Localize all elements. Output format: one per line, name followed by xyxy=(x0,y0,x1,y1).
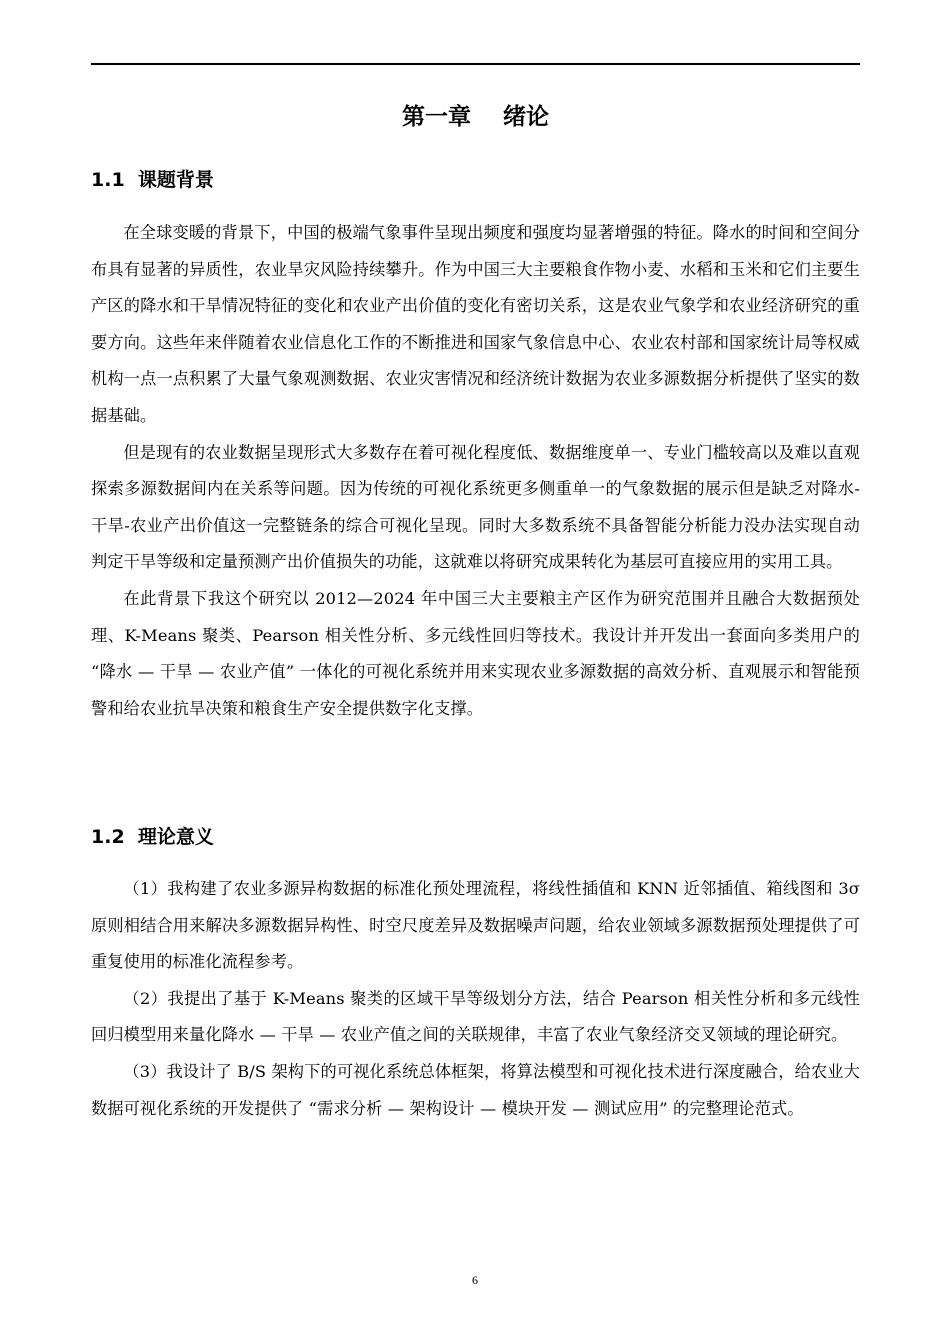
section-heading-background: 1.1 课题背景 xyxy=(91,169,214,191)
page-number: 6 xyxy=(472,1273,478,1287)
chapter-title: 第一章 绪论 xyxy=(401,104,550,130)
section-body-theory xyxy=(91,871,860,1127)
header-rule xyxy=(91,63,860,65)
section-body-background xyxy=(91,215,860,727)
paragraph: 在全球变暖的背景下，中国的极端气象事件呈现出频度和强度均显著增强的特征。降水的时间和空间分布具有显著的异质性，农业旱灾风险持续攀升。作为中国三大主要粮食作物小麦、水稻和玉米和它们主要生产区的降水和干旱情况特征的变化和农业产出价值的变化有密切关系，这是农业气象学和农业经济研究的重要方向。这些年来伴随着农业信息化工作的不断推进和国家气象信息中心、农业农村部和国家统计局等权威机构一点一点积累了大量气象观测数据、农业灾害情况和经济统计数据为农业多源数据分析提供了坚实的数据基础。 xyxy=(91,223,860,425)
section-heading-theory: 1.2 理论意义 xyxy=(91,826,214,848)
paragraph: 但是现有的农业数据呈现形式大多数存在着可视化程度低、数据维度单一、专业门槛较高以及难以直观探索多源数据间内在关系等问题。因为传统的可视化系统更多侧重单一的气象数据的展示但是缺乏对降水-干旱-农业产出价值这一完整链条的综合可视化呈现。同时大多数系统不具备智能分析能力没办法实现自动判定干旱等级和定量预测产出价值损失的功能，这就难以将研究成果转化为基层可直接应用的实用工具。 xyxy=(91,442,860,572)
paragraph: （3）我设计了 B/S 架构下的可视化系统总体框架，将算法模型和可视化技术进行深度融合，给农业大数据可视化系统的开发提供了 “需求分析 — 架构设计 — 模块开发 — 测试应用” 的完整理论范式。 xyxy=(91,1061,860,1118)
paragraph: 在此背景下我这个研究以 2012—2024 年中国三大主要粮主产区作为研究范围并且融合大数据预处理、K-Means 聚类、Pearson 相关性分析、多元线性回归等技术。我设计并开发出一套面向多类用户的 “降水 — 干旱 — 农业产值” 一体化的可视化系统并用来实现农业多源数据的高效分析、直观展示和智能预警和给农业抗旱决策和粮食生产安全提供数字化支撑。 xyxy=(91,588,860,718)
paragraph: （2）我提出了基于 K-Means 聚类的区域干旱等级划分方法，结合 Pearson 相关性分析和多元线性回归模型用来量化降水 — 干旱 — 农业产值之间的关联规律，丰富了农业气象经济交叉领域的理论研究。 xyxy=(91,988,860,1045)
paragraph: （1）我构建了农业多源异构数据的标准化预处理流程，将线性插值和 KNN 近邻插值、箱线图和 3σ 原则相结合用来解决多源数据异构性、时空尺度差异及数据噪声问题，给农业领域多源数据预处理提供了可重复使用的标准化流程参考。 xyxy=(91,879,860,972)
